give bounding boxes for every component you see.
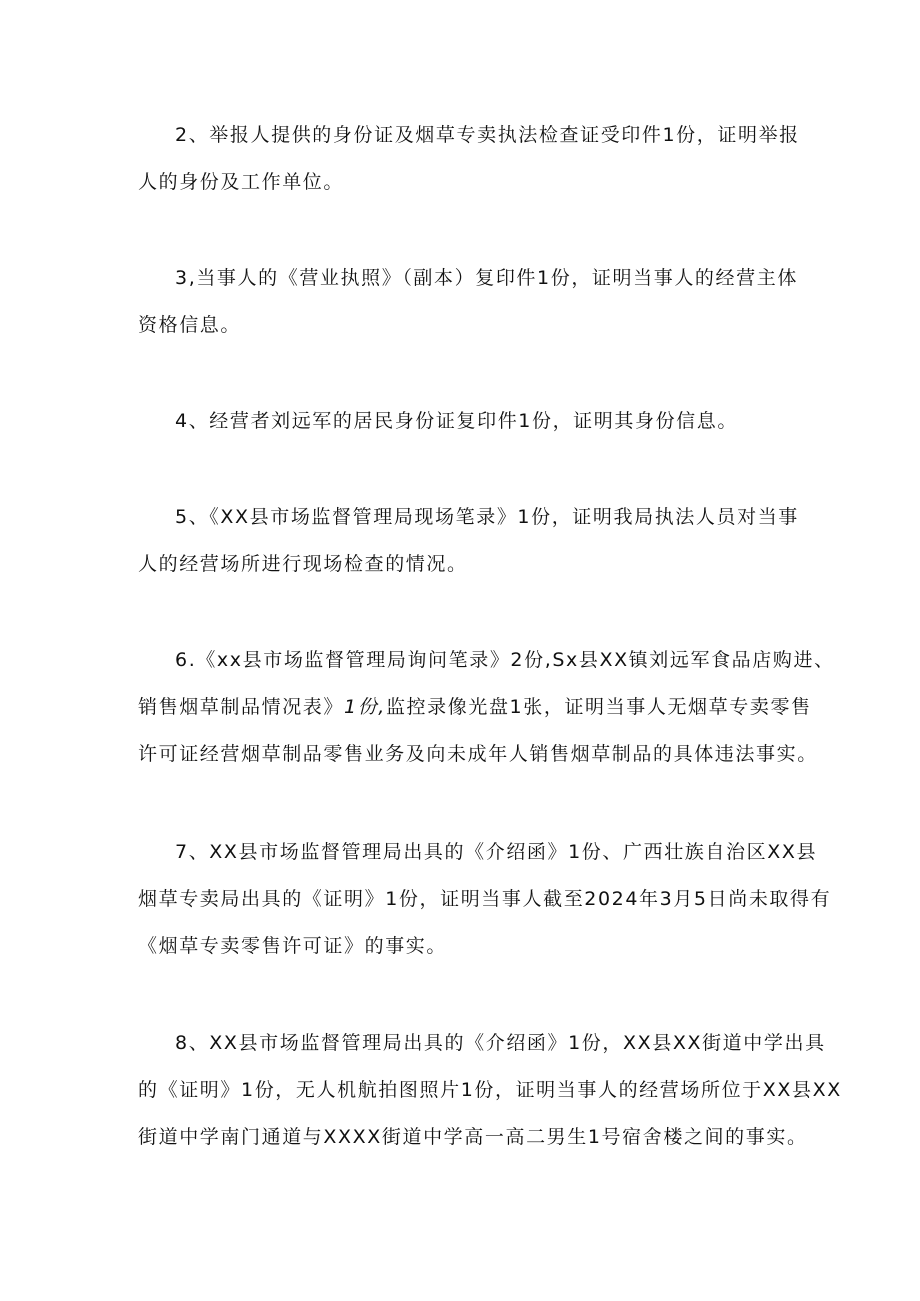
paragraph-line: 4、经营者刘远军的居民身份证复印件1份，证明其身份信息。 [175,410,738,432]
paragraph-line: 8、XX县市场监督管理局出具的《介绍函》1份，XX县XX街道中学出具 [175,1032,826,1054]
paragraph-line: 的《证明》1份，无人机航拍图照片1份，证明当事人的经营场所位于XX县XX [138,1079,842,1101]
evidence-item-5 [0,494,920,588]
paragraph-line: 资格信息。 [138,314,242,336]
evidence-item-3 [0,255,920,349]
paragraph-line: 人的经营场所进行现场检查的情况。 [138,553,468,575]
paragraph-line: 人的身份及工作单位。 [138,171,345,193]
paragraph-line: 3,当事人的《营业执照》（副本）复印件1份，证明当事人的经营主体 [175,267,798,289]
paragraph-line: 许可证经营烟草制品零售业务及向未成年人销售烟草制品的具体违法事实。 [138,743,818,765]
line-segment: 监控录像光盘1张，证明当事人无烟草专卖零售 [385,696,812,718]
line-segment: 销售烟草制品情况表》 [138,696,345,718]
paragraph-line: 6.《xx县市场监督管理局询问笔录》2份,Sx县XX镇刘远军食品店购进、 [175,649,835,671]
paragraph-line: 2、举报人提供的身份证及烟草专卖执法检查证受印件1份，证明举报 [175,124,800,146]
paragraph-line: 7、XX县市场监督管理局出具的《介绍函》1份、广西壮族自治区XX县 [175,841,818,863]
evidence-item-4 [0,398,920,445]
paragraph-line: 《烟草专卖零售许可证》的事实。 [138,935,448,957]
paragraph-line [0,684,920,731]
evidence-item-7 [0,829,920,970]
evidence-item-2 [0,112,920,206]
evidence-item-6 [0,637,920,778]
evidence-item-8 [0,1020,920,1161]
italic-segment: 1份, [344,696,386,718]
paragraph-line: 5、《XX县市场监督管理局现场笔录》1份，证明我局执法人员对当事 [175,506,799,528]
paragraph-line: 街道中学南门通道与XXXX街道中学高一高二男生1号宿舍楼之间的事实。 [138,1126,808,1148]
paragraph-line: 烟草专卖局出具的《证明》1份，证明当事人截至2024年3月5日尚未取得有 [138,888,832,910]
